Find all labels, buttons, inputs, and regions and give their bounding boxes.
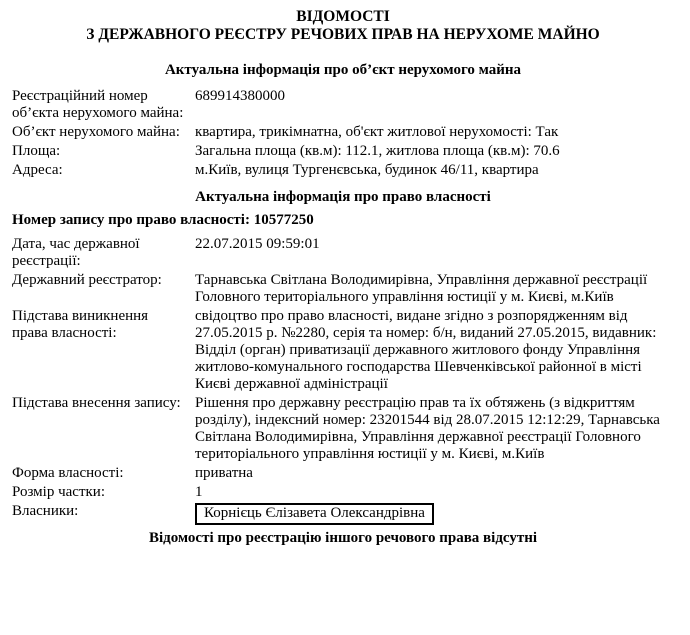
field-row-registration-datetime: [12, 236, 674, 270]
field-value: Загальна площа (кв.м): 112.1, житлова площа (кв.м): 70.6: [195, 143, 560, 159]
field-label: Підстава виникнення права власності:: [12, 308, 149, 341]
field-row-share-size: [12, 484, 674, 501]
owner-name-box: Корнієць Єлізавета Олександрівна: [195, 503, 434, 525]
field-row-area: [12, 143, 674, 160]
field-row-record-entry-basis: [12, 395, 674, 463]
field-row-address: [12, 162, 674, 179]
field-value: квартира, трикімнатна, об'єкт житлової нерухомості: Так: [195, 124, 559, 140]
field-row-object-type: [12, 124, 674, 141]
field-label: Власники:: [12, 503, 79, 519]
object-section-heading: Актуальна інформація про об’єкт нерухомого майна: [164, 62, 522, 78]
ownership-section-heading: Актуальна інформація про право власності: [195, 189, 491, 205]
other-rights-absence-note: Відомості про реєстрацію іншого речового права відсутні: [148, 530, 538, 546]
field-value: Тарнавська Світлана Володимирівна, Управління державної реєстрації Головного територіального управління юстиції у м. Києві, м.Київ: [195, 272, 648, 305]
field-row-ownership-basis: [12, 308, 674, 393]
field-value: 689914380000: [195, 88, 285, 104]
field-value: свідоцтво про право власності, видане згідно з розпорядженням від 27.05.2015 р. №2280, серія та номер: б/н, виданий 27.05.2015, видавник: Відділ (орган) приватизації державного житлового фонду Управління житлово-комунального господарства Шевченківської районної в місті Києві державної адміністрації: [195, 308, 657, 392]
field-value: 1: [195, 484, 203, 500]
field-value: м.Київ, вулиця Тургенєвська, будинок 46/11, квартира: [195, 162, 539, 178]
field-label: Площа:: [12, 143, 61, 159]
ownership-record-number: Номер запису про право власності: 10577250: [12, 212, 314, 228]
document-title-line-2: З ДЕРЖАВНОГО РЕЄСТРУ РЕЧОВИХ ПРАВ НА НЕРУХОМЕ МАЙНО: [86, 26, 600, 43]
field-row-registration-number: [12, 88, 674, 122]
field-value: Рішення про державну реєстрацію прав та їх обтяжень (з відкриттям розділу), індексний номер: 23201544 від 28.07.2015 12:12:29, Тарнавська Світлана Володимирівна, Управління державної реєстрації Головного територіального управління юстиції у м. Києві, м.Київ: [195, 395, 660, 462]
field-row-owners: [12, 503, 674, 525]
field-value: 22.07.2015 09:59:01: [195, 236, 320, 252]
field-label: Адреса:: [12, 162, 63, 178]
field-label: Реєстраційний номер об’єкта нерухомого майна:: [12, 88, 184, 121]
field-label: Підстава внесення запису:: [12, 395, 181, 411]
document-title-line-1: ВІДОМОСТІ: [296, 8, 390, 25]
field-row-state-registrar: [12, 272, 674, 306]
field-value: приватна: [195, 465, 253, 481]
field-label: Дата, час державної реєстрації:: [12, 236, 140, 269]
field-label: Об’єкт нерухомого майна:: [12, 124, 180, 140]
field-label: Форма власності:: [12, 465, 124, 481]
field-label: Розмір частки:: [12, 484, 105, 500]
document-title: [12, 8, 674, 44]
field-row-ownership-form: [12, 465, 674, 482]
field-label: Державний реєстратор:: [12, 272, 162, 288]
